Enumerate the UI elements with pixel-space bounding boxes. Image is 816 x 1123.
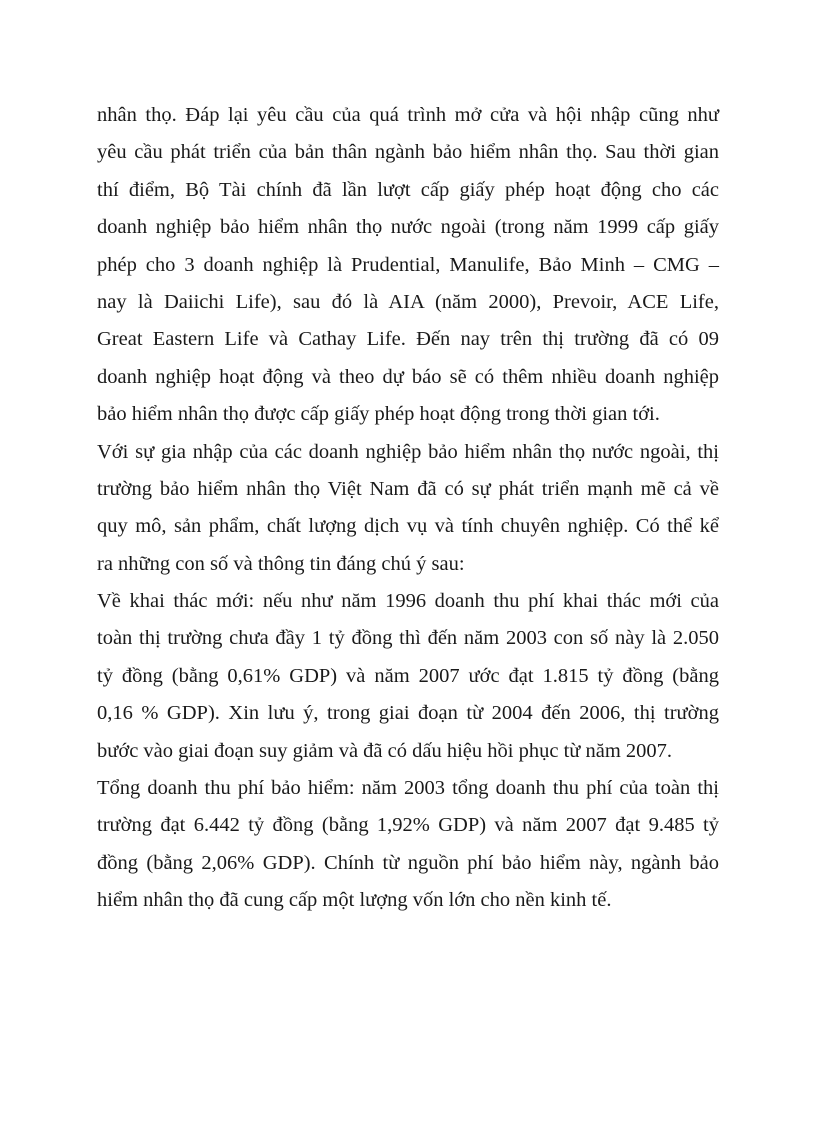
paragraph bbox=[97, 97, 719, 434]
paragraph bbox=[97, 770, 719, 920]
document-page bbox=[97, 97, 719, 920]
text-line: Tổng doanh thu phí bảo hiểm: năm 2003 tổng doanh thu phí của toàn thị bbox=[97, 777, 719, 800]
text-line: toàn thị trường chưa đầy 1 tỷ đồng thì đến năm 2003 con số này là 2.050 bbox=[97, 627, 719, 650]
text-line: hiểm nhân thọ đã cung cấp một lượng vốn lớn cho nền kinh tế. bbox=[97, 889, 612, 912]
paragraph bbox=[97, 434, 719, 584]
text-line: doanh nghiệp hoạt động và theo dự báo sẽ có thêm nhiều doanh nghiệp bbox=[97, 365, 719, 388]
text-line: Với sự gia nhập của các doanh nghiệp bảo hiểm nhân thọ nước ngoài, thị bbox=[97, 440, 719, 463]
text-line: trường bảo hiểm nhân thọ Việt Nam đã có sự phát triển mạnh mẽ cả về bbox=[97, 477, 719, 500]
text-line: nhân thọ. Đáp lại yêu cầu của quá trình mở cửa và hội nhập cũng như bbox=[97, 104, 719, 126]
text-line: doanh nghiệp bảo hiểm nhân thọ nước ngoài (trong năm 1999 cấp giấy bbox=[97, 216, 719, 239]
text-line: ra những con số và thông tin đáng chú ý sau: bbox=[97, 552, 465, 575]
text-line: nay là Daiichi Life), sau đó là AIA (năm 2000), Prevoir, ACE Life, bbox=[97, 290, 719, 313]
text-line: 0,16 % GDP). Xin lưu ý, trong giai đoạn từ 2004 đến 2006, thị trường bbox=[97, 702, 719, 725]
text-line: yêu cầu phát triển của bản thân ngành bảo hiểm nhân thọ. Sau thời gian bbox=[97, 141, 719, 164]
text-line: trường đạt 6.442 tỷ đồng (bằng 1,92% GDP) và năm 2007 đạt 9.485 tỷ bbox=[97, 814, 719, 837]
text-line: phép cho 3 doanh nghiệp là Prudential, Manulife, Bảo Minh – CMG – bbox=[97, 253, 719, 276]
text-line: đồng (bằng 2,06% GDP). Chính từ nguồn phí bảo hiểm này, ngành bảo bbox=[97, 851, 719, 874]
text-line: tỷ đồng (bằng 0,61% GDP) và năm 2007 ước đạt 1.815 tỷ đồng (bằng bbox=[97, 664, 719, 687]
text-line: thí điểm, Bộ Tài chính đã lần lượt cấp giấy phép hoạt động cho các bbox=[97, 178, 719, 201]
text-line: quy mô, sản phẩm, chất lượng dịch vụ và tính chuyên nghiệp. Có thể kể bbox=[97, 515, 719, 538]
text-line: bước vào giai đoạn suy giảm và đã có dấu hiệu hồi phục từ năm 2007. bbox=[97, 739, 673, 762]
paragraph bbox=[97, 583, 719, 770]
text-line: Great Eastern Life và Cathay Life. Đến nay trên thị trường đã có 09 bbox=[97, 328, 719, 351]
text-line: bảo hiểm nhân thọ được cấp giấy phép hoạt động trong thời gian tới. bbox=[97, 403, 660, 426]
text-line: Về khai thác mới: nếu như năm 1996 doanh thu phí khai thác mới của bbox=[97, 590, 719, 613]
